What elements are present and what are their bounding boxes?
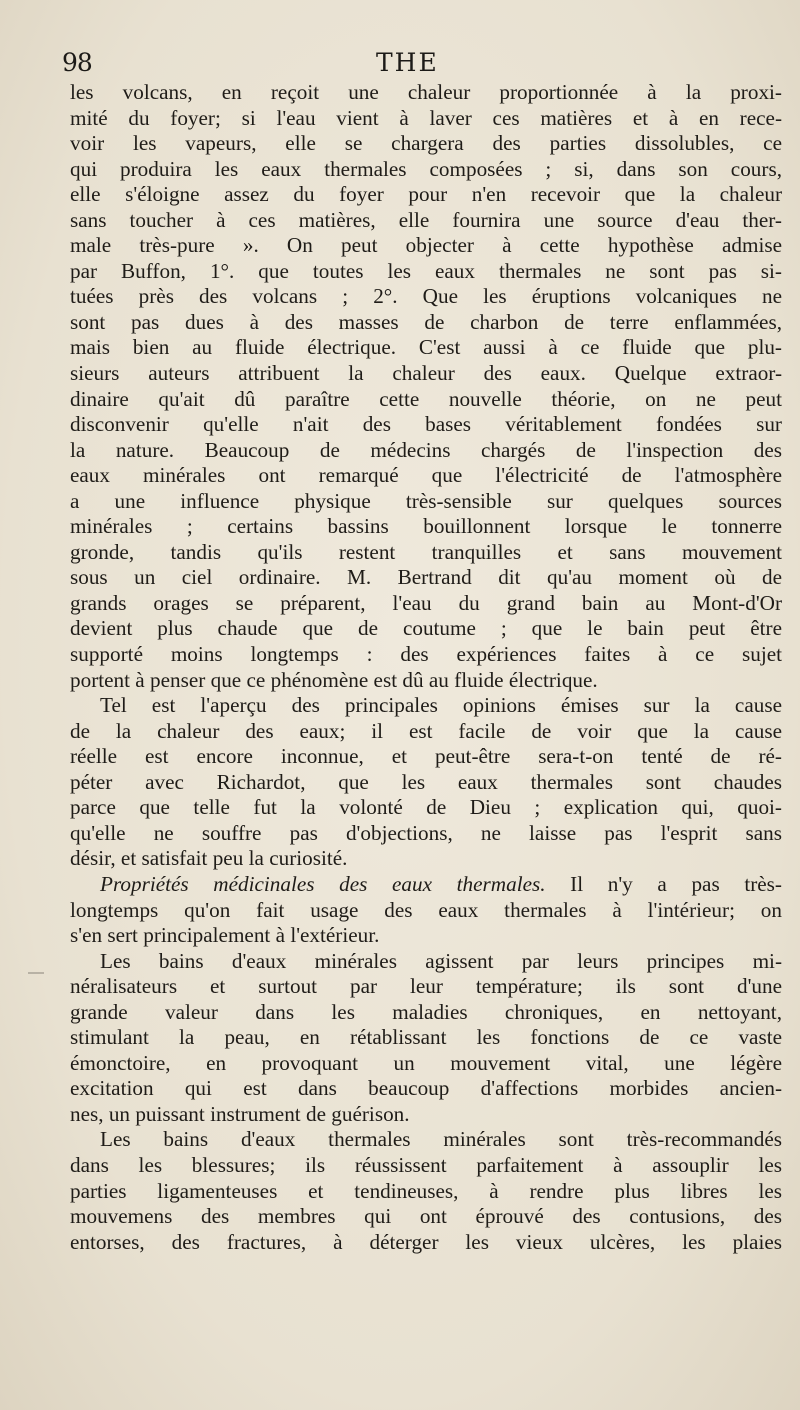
running-head: THE (376, 48, 439, 77)
margin-mark (28, 972, 44, 974)
paragraph (70, 872, 782, 949)
body-text (70, 80, 782, 1255)
text-line: péter avec Richardot, que les eaux thermales sont chaudes (70, 769, 782, 794)
text-line: sous un ciel ordinaire. M. Bertrand dit qu'au moment où de (70, 565, 782, 590)
text-line: excitation qui est dans beaucoup d'affections morbides ancien- (70, 1076, 782, 1101)
section-heading: Propriétés médicinales des eaux thermales. (100, 871, 546, 896)
text-line: disconvenir qu'elle n'ait des bases véritablement fondées sur (70, 412, 782, 437)
text-line: portent à penser que ce phénomène est dû au fluide électrique. (70, 667, 598, 692)
paragraph (70, 1127, 782, 1255)
text-line: nes, un puissant instrument de guérison. (70, 1101, 410, 1126)
text-line: dans les blessures; ils réussissent parfaitement à assouplir les (70, 1152, 782, 1177)
text-line: sans toucher à ces matières, elle fournira une source d'eau ther- (70, 207, 782, 232)
page-number: 98 (62, 48, 92, 77)
text-line: qui produira les eaux thermales composées ; si, dans son cours, (70, 156, 782, 181)
text-line: devient plus chaude que de coutume ; que le bain peut être (70, 616, 782, 641)
text-line: émonctoire, en provoquant un mouvement vital, une légère (70, 1050, 782, 1075)
text-line: mouvemens des membres qui ont éprouvé des contusions, des (70, 1204, 782, 1229)
text-line: sont pas dues à des masses de charbon de terre enflammées, (70, 309, 782, 334)
text-line: a une influence physique très-sensible sur quelques sources (70, 488, 782, 513)
paragraph (70, 693, 782, 872)
text-line: gronde, tandis qu'ils restent tranquilles et sans mouvement (70, 539, 782, 564)
text-line: entorses, des fractures, à déterger les vieux ulcères, les plaies (70, 1229, 782, 1254)
text-line: eaux minérales ont remarqué que l'électricité de l'atmosphère (70, 463, 782, 488)
text-line: par Buffon, 1°. que toutes les eaux thermales ne sont pas si- (70, 258, 782, 283)
text-line: male très-pure ». On peut objecter à cette hypothèse admise (70, 233, 782, 258)
text-line: de la chaleur des eaux; il est facile de voir que la cause (70, 718, 782, 743)
page-header (62, 42, 782, 82)
text-line: Les bains d'eaux minérales agissent par leurs principes mi- (100, 948, 782, 973)
text-line: elle s'éloigne assez du foyer pour n'en recevoir que la chaleur (70, 182, 782, 207)
text-line: les volcans, en reçoit une chaleur proportionnée à la proxi- (70, 80, 782, 104)
text-line: mais bien au fluide électrique. C'est aussi à ce fluide que plu- (70, 335, 782, 360)
text-line: s'en sert principalement à l'extérieur. (70, 923, 380, 948)
text-line: grande valeur dans les maladies chroniques, en nettoyant, (70, 999, 782, 1024)
text-line (70, 872, 782, 898)
text-line: qu'elle ne souffre pas d'objections, ne laisse pas l'esprit sans (70, 820, 782, 845)
text-line: tuées près des volcans ; 2°. Que les éruptions volcaniques ne (70, 284, 782, 309)
text-line: sieurs auteurs attribuent la chaleur des eaux. Quelque extraor- (70, 361, 782, 386)
text-line: dinaire qu'ait dû paraître cette nouvelle théorie, on ne peut (70, 386, 782, 411)
text-line: néralisateurs et surtout par leur température; ils sont d'une (70, 974, 782, 999)
text-line: Les bains d'eaux thermales minérales sont très-recommandés (100, 1127, 782, 1152)
text-line: Tel est l'aperçu des principales opinions émises sur la cause (100, 693, 782, 718)
text-line: minérales ; certains bassins bouillonnent lorsque le tonnerre (70, 514, 782, 539)
text-line: parties ligamenteuses et tendineuses, à rendre plus libres les (70, 1178, 782, 1203)
paragraph (70, 949, 782, 1128)
text-line: longtemps qu'on fait usage des eaux thermales à l'intérieur; on (70, 897, 782, 922)
text-line: la nature. Beaucoup de médecins chargés de l'inspection des (70, 437, 782, 462)
text-line: supporté moins longtemps : des expériences faites à ce sujet (70, 642, 782, 667)
text-line: parce que telle fut la volonté de Dieu ; explication qui, quoi- (70, 795, 782, 820)
text-line: réelle est encore inconnue, et peut-être sera-t-on tenté de ré- (70, 744, 782, 769)
text-line: grands orages se préparent, l'eau du grand bain au Mont-d'Or (70, 590, 782, 615)
text-line: voir les vapeurs, elle se chargera des parties dissolubles, ce (70, 131, 782, 156)
text-line: désir, et satisfait peu la curiosité. (70, 846, 348, 871)
text-line: stimulant la peau, en rétablissant les fonctions de ce vaste (70, 1025, 782, 1050)
text-span: Il n'y a pas très- (545, 871, 782, 896)
text-line: mité du foyer; si l'eau vient à laver ces matières et à en rece- (70, 105, 782, 130)
paragraph (70, 80, 782, 693)
